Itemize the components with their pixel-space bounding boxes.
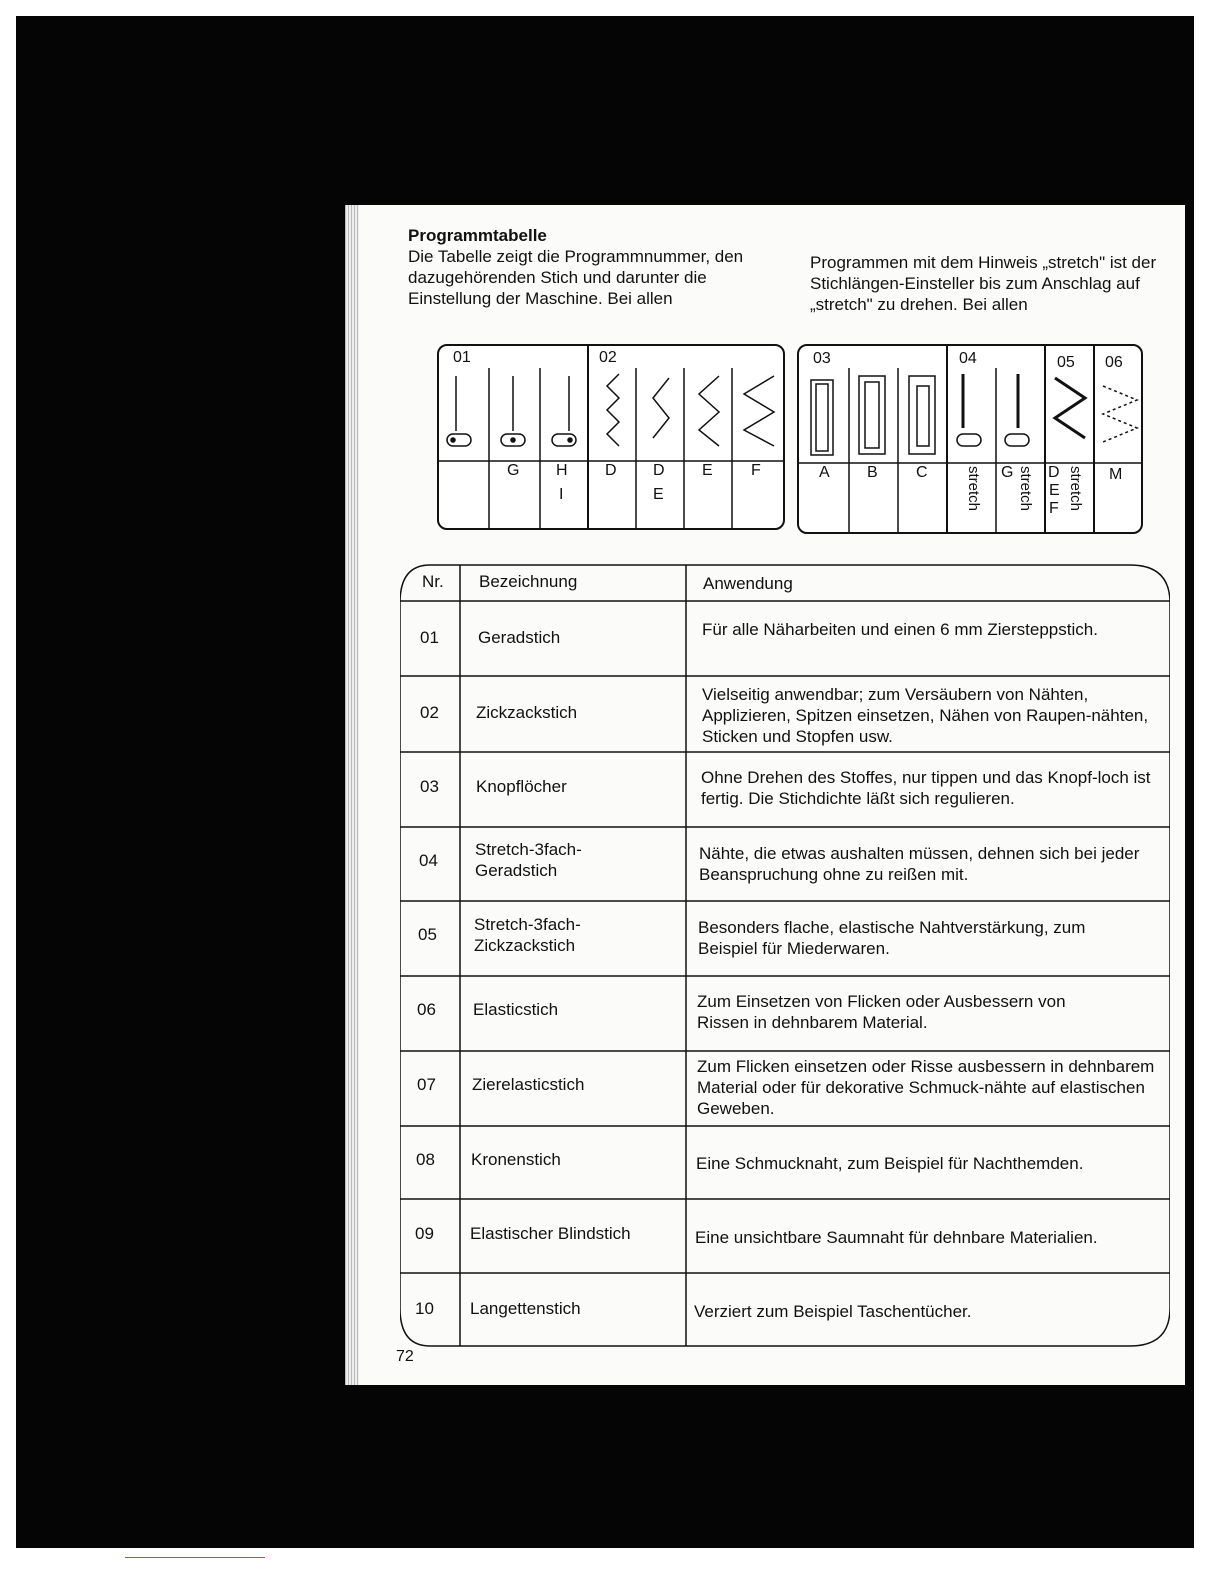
header-bezeichnung: Bezeichnung bbox=[479, 572, 578, 591]
row-nr: 07 bbox=[417, 1075, 436, 1094]
program-number-02: 02 bbox=[599, 349, 617, 366]
row-name: Geradstich bbox=[478, 628, 561, 647]
page-number: 72 bbox=[396, 1348, 414, 1365]
row-name: Knopflöcher bbox=[476, 777, 567, 796]
setting-label: G bbox=[1001, 464, 1014, 481]
stitch-panel-1-drawing bbox=[439, 346, 783, 528]
program-table bbox=[400, 563, 1170, 1348]
setting-label: F bbox=[1049, 500, 1059, 517]
footer-line bbox=[125, 1557, 265, 1558]
row-use: Eine unsichtbare Saumnaht für dehnbare Materialien. bbox=[695, 1228, 1098, 1247]
header-anwendung: Anwendung bbox=[703, 574, 793, 593]
setting-label: A bbox=[819, 464, 830, 481]
setting-label: D bbox=[653, 462, 665, 479]
row-name: Zickzackstich bbox=[476, 703, 578, 722]
row-nr: 03 bbox=[420, 777, 439, 796]
header-nr: Nr. bbox=[422, 572, 444, 591]
row-name: Stretch-3fach-Zickzackstich bbox=[474, 915, 581, 955]
setting-label: E bbox=[653, 486, 664, 503]
row-use: Zum Einsetzen von Flicken oder Ausbessern von Rissen in dehnbarem Material. bbox=[697, 992, 1066, 1032]
row-nr: 04 bbox=[419, 851, 438, 870]
row-name: Langettenstich bbox=[470, 1299, 581, 1318]
program-number-01: 01 bbox=[453, 349, 471, 366]
page-spine bbox=[345, 205, 359, 1385]
program-number-05: 05 bbox=[1057, 354, 1075, 371]
setting-label: B bbox=[867, 464, 878, 481]
setting-label: H bbox=[556, 462, 568, 479]
row-nr: 05 bbox=[418, 925, 437, 944]
row-nr: 10 bbox=[415, 1299, 434, 1318]
stretch-label: stretch bbox=[1067, 466, 1084, 512]
row-nr: 02 bbox=[420, 703, 439, 722]
row-use: Vielseitig anwendbar; zum Versäubern von Nähten, Applizieren, Spitzen einsetzen, Nähen von Raupen-nähten, Sticken und Stopfen usw. bbox=[702, 685, 1149, 746]
intro-text-left: Die Tabelle zeigt die Programmnummer, den dazugehörenden Stich und darunter die Einstellung der Maschine. Bei allen bbox=[408, 247, 744, 308]
setting-label: F bbox=[751, 462, 761, 479]
stretch-label: stretch bbox=[1017, 466, 1034, 512]
setting-label: D bbox=[605, 462, 617, 479]
row-use: Für alle Näharbeiten und einen 6 mm Ziersteppstich. bbox=[702, 620, 1098, 639]
row-use: Zum Flicken einsetzen oder Risse ausbessern in dehnbarem Material oder für dekorative Schmuck-nähte auf elastischen Geweben. bbox=[697, 1057, 1155, 1118]
row-use: Eine Schmucknaht, zum Beispiel für Nachthemden. bbox=[696, 1154, 1084, 1173]
row-name: Stretch-3fach-Geradstich bbox=[475, 840, 582, 880]
setting-label: E bbox=[702, 462, 713, 479]
section-heading: Programmtabelle bbox=[408, 226, 547, 245]
row-name: Elastischer Blindstich bbox=[470, 1224, 631, 1243]
stitch-panel-01-02 bbox=[437, 344, 785, 530]
row-nr: 09 bbox=[415, 1224, 434, 1243]
row-use: Ohne Drehen des Stoffes, nur tippen und das Knopf-loch ist fertig. Die Stichdichte läßt sich regulieren. bbox=[701, 768, 1151, 808]
program-number-06: 06 bbox=[1105, 354, 1123, 371]
setting-label: M bbox=[1109, 466, 1123, 483]
setting-label: I bbox=[559, 486, 564, 503]
program-number-03: 03 bbox=[813, 350, 831, 367]
intro-text-right: Programmen mit dem Hinweis „stretch" ist der Stichlängen-Einsteller bis zum Anschlag auf „stretch" zu drehen. Bei allen bbox=[810, 253, 1157, 314]
stitch-panel-03-06 bbox=[797, 344, 1143, 534]
setting-label: G bbox=[507, 462, 520, 479]
row-name: Zierelasticstich bbox=[472, 1075, 585, 1094]
setting-label: E bbox=[1049, 482, 1060, 499]
row-nr: 01 bbox=[420, 628, 439, 647]
row-use: Besonders flache, elastische Nahtverstärkung, zum Beispiel für Miederwaren. bbox=[698, 918, 1086, 958]
row-use: Verziert zum Beispiel Taschentücher. bbox=[694, 1302, 972, 1321]
row-name: Kronenstich bbox=[471, 1150, 561, 1169]
setting-label: C bbox=[916, 464, 928, 481]
program-number-04: 04 bbox=[959, 350, 977, 367]
row-nr: 08 bbox=[416, 1150, 435, 1169]
setting-label: D bbox=[1048, 464, 1060, 481]
row-name: Elasticstich bbox=[473, 1000, 559, 1019]
stretch-label: stretch bbox=[965, 466, 982, 512]
row-nr: 06 bbox=[417, 1000, 436, 1019]
row-use: Nähte, die etwas aushalten müssen, dehnen sich bei jeder Beanspruchung ohne zu reißen mit. bbox=[699, 844, 1140, 884]
